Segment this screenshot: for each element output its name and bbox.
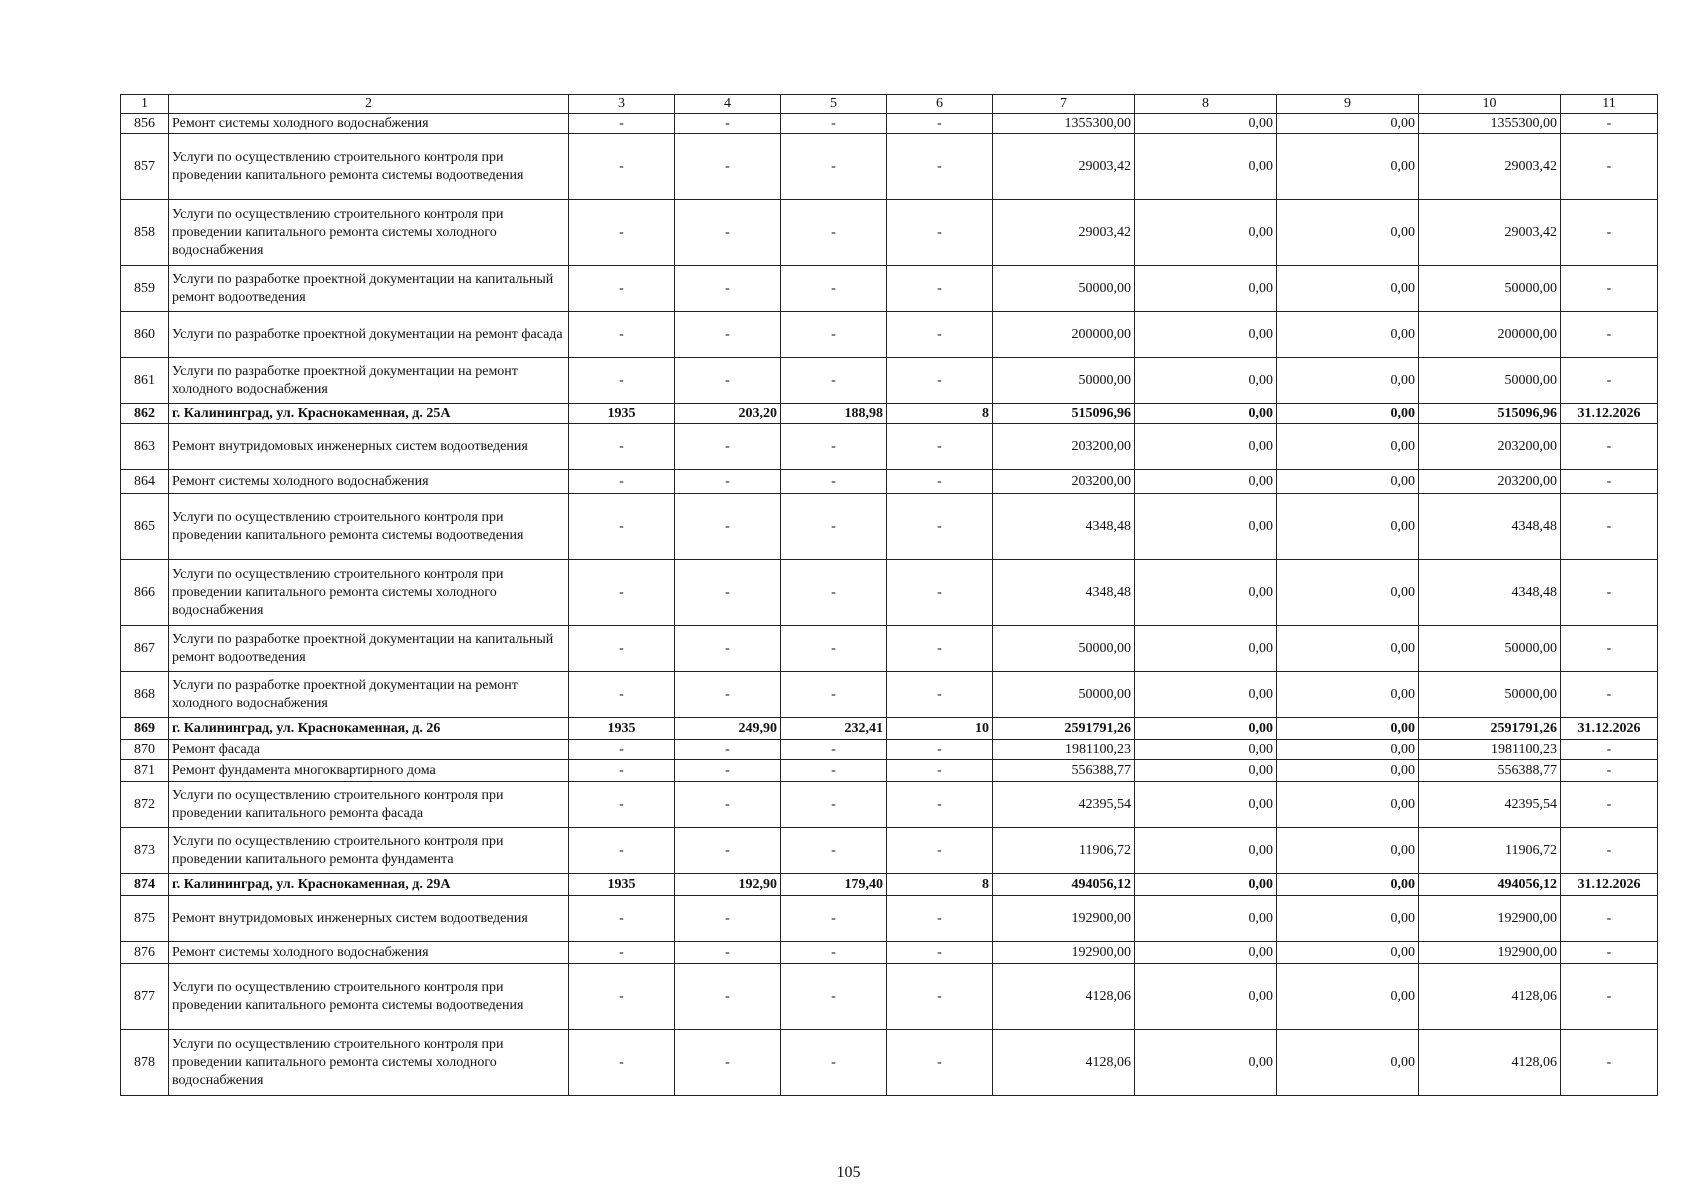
total-area-cell: - <box>675 134 781 200</box>
total-area-cell: - <box>675 626 781 672</box>
work-name-cell: Услуги по осуществлению строительного контроля при проведении капитального ремонта системы водоотведения <box>169 964 569 1030</box>
total-area-cell: - <box>675 560 781 626</box>
cost-col9-cell: 0,00 <box>1277 560 1419 626</box>
cost-col9-cell: 0,00 <box>1277 896 1419 942</box>
total-cost-cell: 11906,72 <box>993 828 1135 874</box>
residents-cell: - <box>887 626 993 672</box>
deadline-cell: - <box>1561 828 1658 874</box>
owners-funds-cell: 50000,00 <box>1419 626 1561 672</box>
address-row <box>121 718 1658 740</box>
table-row <box>121 114 1658 134</box>
row-number-cell: 864 <box>121 470 169 494</box>
cost-col9-cell: 0,00 <box>1277 740 1419 760</box>
residents-cell: - <box>887 358 993 404</box>
header-cell: 1 <box>121 95 169 114</box>
row-number-cell: 869 <box>121 718 169 740</box>
work-name-cell: Услуги по осуществлению строительного контроля при проведении капитального ремонта фасада <box>169 782 569 828</box>
residential-area-cell: - <box>781 470 887 494</box>
deadline-cell: - <box>1561 266 1658 312</box>
year-cell: - <box>569 494 675 560</box>
cost-col9-cell: 0,00 <box>1277 266 1419 312</box>
residential-area-cell: - <box>781 672 887 718</box>
table-row <box>121 964 1658 1030</box>
residents-cell: - <box>887 740 993 760</box>
owners-funds-cell: 200000,00 <box>1419 312 1561 358</box>
header-cell: 6 <box>887 95 993 114</box>
total-cost-cell: 4128,06 <box>993 964 1135 1030</box>
total-area-cell: - <box>675 494 781 560</box>
residents-cell: - <box>887 896 993 942</box>
residents-cell: - <box>887 470 993 494</box>
row-number-cell: 859 <box>121 266 169 312</box>
deadline-cell: - <box>1561 782 1658 828</box>
residents-cell: 8 <box>887 404 993 424</box>
work-name-cell: Ремонт фасада <box>169 740 569 760</box>
year-cell: - <box>569 560 675 626</box>
total-area-cell: - <box>675 470 781 494</box>
residential-area-cell: - <box>781 782 887 828</box>
year-cell: - <box>569 424 675 470</box>
row-number-cell: 877 <box>121 964 169 1030</box>
row-number-cell: 858 <box>121 200 169 266</box>
deadline-cell: - <box>1561 312 1658 358</box>
year-cell: 1935 <box>569 718 675 740</box>
residents-cell: - <box>887 200 993 266</box>
cost-col8-cell: 0,00 <box>1135 782 1277 828</box>
owners-funds-cell: 1355300,00 <box>1419 114 1561 134</box>
deadline-cell: 31.12.2026 <box>1561 404 1658 424</box>
work-name-cell: Услуги по осуществлению строительного контроля при проведении капитального ремонта системы холодного водоснабжения <box>169 200 569 266</box>
owners-funds-cell: 1981100,23 <box>1419 740 1561 760</box>
work-name-cell: Услуги по разработке проектной документации на капитальный ремонт водоотведения <box>169 266 569 312</box>
cost-col8-cell: 0,00 <box>1135 896 1277 942</box>
cost-col9-cell: 0,00 <box>1277 200 1419 266</box>
cost-col8-cell: 0,00 <box>1135 312 1277 358</box>
document-sheet <box>120 94 1657 1096</box>
work-name-cell: Услуги по разработке проектной документации на ремонт холодного водоснабжения <box>169 672 569 718</box>
deadline-cell: - <box>1561 424 1658 470</box>
deadline-cell: - <box>1561 560 1658 626</box>
work-name-cell: Услуги по разработке проектной документации на ремонт фасада <box>169 312 569 358</box>
table-row <box>121 626 1658 672</box>
total-area-cell: - <box>675 964 781 1030</box>
owners-funds-cell: 556388,77 <box>1419 760 1561 782</box>
work-name-cell: г. Калининград, ул. Краснокаменная, д. 25А <box>169 404 569 424</box>
owners-funds-cell: 192900,00 <box>1419 896 1561 942</box>
residential-area-cell: - <box>781 312 887 358</box>
residents-cell: - <box>887 494 993 560</box>
residents-cell: - <box>887 782 993 828</box>
owners-funds-cell: 29003,42 <box>1419 134 1561 200</box>
residents-cell: - <box>887 964 993 1030</box>
table-row <box>121 740 1658 760</box>
total-cost-cell: 50000,00 <box>993 358 1135 404</box>
header-cell: 5 <box>781 95 887 114</box>
cost-col9-cell: 0,00 <box>1277 470 1419 494</box>
row-number-cell: 873 <box>121 828 169 874</box>
owners-funds-cell: 50000,00 <box>1419 266 1561 312</box>
deadline-cell: 31.12.2026 <box>1561 874 1658 896</box>
work-name-cell: Ремонт внутридомовых инженерных систем водоотведения <box>169 424 569 470</box>
owners-funds-cell: 192900,00 <box>1419 942 1561 964</box>
residential-area-cell: - <box>781 134 887 200</box>
header-cell: 4 <box>675 95 781 114</box>
total-area-cell: - <box>675 1030 781 1096</box>
total-area-cell: - <box>675 358 781 404</box>
year-cell: - <box>569 782 675 828</box>
total-cost-cell: 192900,00 <box>993 896 1135 942</box>
owners-funds-cell: 4348,48 <box>1419 560 1561 626</box>
total-cost-cell: 29003,42 <box>993 134 1135 200</box>
cost-col9-cell: 0,00 <box>1277 312 1419 358</box>
cost-col9-cell: 0,00 <box>1277 718 1419 740</box>
header-cell: 7 <box>993 95 1135 114</box>
cost-col9-cell: 0,00 <box>1277 494 1419 560</box>
total-cost-cell: 192900,00 <box>993 942 1135 964</box>
residential-area-cell: - <box>781 740 887 760</box>
total-area-cell: - <box>675 942 781 964</box>
row-number-cell: 872 <box>121 782 169 828</box>
year-cell: - <box>569 672 675 718</box>
cost-col8-cell: 0,00 <box>1135 424 1277 470</box>
owners-funds-cell: 4348,48 <box>1419 494 1561 560</box>
total-area-cell: - <box>675 672 781 718</box>
work-name-cell: г. Калининград, ул. Краснокаменная, д. 29А <box>169 874 569 896</box>
total-cost-cell: 4128,06 <box>993 1030 1135 1096</box>
deadline-cell: 31.12.2026 <box>1561 718 1658 740</box>
residents-cell: - <box>887 672 993 718</box>
total-area-cell: - <box>675 424 781 470</box>
residential-area-cell: - <box>781 828 887 874</box>
cost-col8-cell: 0,00 <box>1135 358 1277 404</box>
residential-area-cell: - <box>781 896 887 942</box>
year-cell: - <box>569 740 675 760</box>
year-cell: - <box>569 760 675 782</box>
cost-col9-cell: 0,00 <box>1277 424 1419 470</box>
cost-col8-cell: 0,00 <box>1135 740 1277 760</box>
owners-funds-cell: 42395,54 <box>1419 782 1561 828</box>
year-cell: - <box>569 358 675 404</box>
table-row <box>121 312 1658 358</box>
total-cost-cell: 494056,12 <box>993 874 1135 896</box>
residential-area-cell: - <box>781 560 887 626</box>
row-number-cell: 868 <box>121 672 169 718</box>
total-cost-cell: 50000,00 <box>993 266 1135 312</box>
residential-area-cell: 232,41 <box>781 718 887 740</box>
residential-area-cell: - <box>781 964 887 1030</box>
year-cell: - <box>569 942 675 964</box>
deadline-cell: - <box>1561 760 1658 782</box>
deadline-cell: - <box>1561 626 1658 672</box>
residents-cell: - <box>887 266 993 312</box>
owners-funds-cell: 515096,96 <box>1419 404 1561 424</box>
total-cost-cell: 4348,48 <box>993 560 1135 626</box>
cost-col8-cell: 0,00 <box>1135 874 1277 896</box>
total-area-cell: 203,20 <box>675 404 781 424</box>
cost-col9-cell: 0,00 <box>1277 672 1419 718</box>
row-number-cell: 867 <box>121 626 169 672</box>
residential-area-cell: 188,98 <box>781 404 887 424</box>
deadline-cell: - <box>1561 1030 1658 1096</box>
header-cell: 2 <box>169 95 569 114</box>
cost-col8-cell: 0,00 <box>1135 494 1277 560</box>
cost-col9-cell: 0,00 <box>1277 828 1419 874</box>
row-number-cell: 870 <box>121 740 169 760</box>
deadline-cell: - <box>1561 134 1658 200</box>
row-number-cell: 878 <box>121 1030 169 1096</box>
total-area-cell: - <box>675 266 781 312</box>
work-name-cell: Ремонт внутридомовых инженерных систем водоотведения <box>169 896 569 942</box>
row-number-cell: 862 <box>121 404 169 424</box>
owners-funds-cell: 203200,00 <box>1419 424 1561 470</box>
address-row <box>121 404 1658 424</box>
row-number-cell: 865 <box>121 494 169 560</box>
owners-funds-cell: 50000,00 <box>1419 358 1561 404</box>
total-cost-cell: 200000,00 <box>993 312 1135 358</box>
work-name-cell: Услуги по осуществлению строительного контроля при проведении капитального ремонта фундамента <box>169 828 569 874</box>
deadline-cell: - <box>1561 942 1658 964</box>
residential-area-cell: - <box>781 358 887 404</box>
cost-col8-cell: 0,00 <box>1135 404 1277 424</box>
table-row <box>121 672 1658 718</box>
cost-col9-cell: 0,00 <box>1277 134 1419 200</box>
total-area-cell: - <box>675 896 781 942</box>
owners-funds-cell: 29003,42 <box>1419 200 1561 266</box>
residential-area-cell: - <box>781 626 887 672</box>
table-row <box>121 560 1658 626</box>
total-area-cell: - <box>675 200 781 266</box>
cost-col8-cell: 0,00 <box>1135 626 1277 672</box>
residential-area-cell: - <box>781 114 887 134</box>
cost-col8-cell: 0,00 <box>1135 718 1277 740</box>
total-area-cell: - <box>675 828 781 874</box>
year-cell: - <box>569 828 675 874</box>
row-number-cell: 860 <box>121 312 169 358</box>
table-row <box>121 200 1658 266</box>
deadline-cell: - <box>1561 470 1658 494</box>
year-cell: - <box>569 1030 675 1096</box>
row-number-cell: 857 <box>121 134 169 200</box>
total-area-cell: - <box>675 740 781 760</box>
table-row <box>121 494 1658 560</box>
page-number: 105 <box>836 1164 861 1181</box>
table-row <box>121 134 1658 200</box>
residential-area-cell: - <box>781 424 887 470</box>
cost-col9-cell: 0,00 <box>1277 114 1419 134</box>
residential-area-cell: - <box>781 494 887 560</box>
year-cell: - <box>569 134 675 200</box>
residential-area-cell: 179,40 <box>781 874 887 896</box>
total-area-cell: - <box>675 760 781 782</box>
owners-funds-cell: 11906,72 <box>1419 828 1561 874</box>
cost-col8-cell: 0,00 <box>1135 760 1277 782</box>
owners-funds-cell: 50000,00 <box>1419 672 1561 718</box>
residents-cell: - <box>887 560 993 626</box>
work-name-cell: Услуги по осуществлению строительного контроля при проведении капитального ремонта системы водоотведения <box>169 494 569 560</box>
row-number-cell: 861 <box>121 358 169 404</box>
cost-col8-cell: 0,00 <box>1135 942 1277 964</box>
row-number-cell: 856 <box>121 114 169 134</box>
cost-col8-cell: 0,00 <box>1135 672 1277 718</box>
work-name-cell: Услуги по разработке проектной документации на ремонт холодного водоснабжения <box>169 358 569 404</box>
owners-funds-cell: 494056,12 <box>1419 874 1561 896</box>
total-cost-cell: 50000,00 <box>993 672 1135 718</box>
residents-cell: - <box>887 424 993 470</box>
total-cost-cell: 2591791,26 <box>993 718 1135 740</box>
year-cell: - <box>569 114 675 134</box>
total-area-cell: - <box>675 114 781 134</box>
year-cell: 1935 <box>569 404 675 424</box>
table-row <box>121 828 1658 874</box>
residential-area-cell: - <box>781 200 887 266</box>
row-number-cell: 874 <box>121 874 169 896</box>
cost-col9-cell: 0,00 <box>1277 760 1419 782</box>
work-name-cell: г. Калининград, ул. Краснокаменная, д. 26 <box>169 718 569 740</box>
table-row <box>121 424 1658 470</box>
cost-col8-cell: 0,00 <box>1135 470 1277 494</box>
table-row <box>121 942 1658 964</box>
owners-funds-cell: 4128,06 <box>1419 964 1561 1030</box>
row-number-cell: 875 <box>121 896 169 942</box>
cost-col8-cell: 0,00 <box>1135 964 1277 1030</box>
work-name-cell: Ремонт фундамента многоквартирного дома <box>169 760 569 782</box>
cost-col9-cell: 0,00 <box>1277 964 1419 1030</box>
year-cell: - <box>569 626 675 672</box>
cost-col9-cell: 0,00 <box>1277 874 1419 896</box>
work-name-cell: Ремонт системы холодного водоснабжения <box>169 114 569 134</box>
total-cost-cell: 203200,00 <box>993 470 1135 494</box>
deadline-cell: - <box>1561 358 1658 404</box>
residents-cell: 10 <box>887 718 993 740</box>
header-cell: 3 <box>569 95 675 114</box>
residents-cell: - <box>887 134 993 200</box>
work-name-cell: Услуги по разработке проектной документации на капитальный ремонт водоотведения <box>169 626 569 672</box>
cost-col9-cell: 0,00 <box>1277 626 1419 672</box>
residents-cell: 8 <box>887 874 993 896</box>
residents-cell: - <box>887 760 993 782</box>
deadline-cell: - <box>1561 200 1658 266</box>
residential-area-cell: - <box>781 760 887 782</box>
work-name-cell: Ремонт системы холодного водоснабжения <box>169 942 569 964</box>
deadline-cell: - <box>1561 672 1658 718</box>
row-number-cell: 876 <box>121 942 169 964</box>
address-row <box>121 874 1658 896</box>
row-number-cell: 863 <box>121 424 169 470</box>
work-name-cell: Услуги по осуществлению строительного контроля при проведении капитального ремонта системы холодного водоснабжения <box>169 560 569 626</box>
cost-col8-cell: 0,00 <box>1135 1030 1277 1096</box>
total-cost-cell: 50000,00 <box>993 626 1135 672</box>
year-cell: - <box>569 200 675 266</box>
work-name-cell: Услуги по осуществлению строительного контроля при проведении капитального ремонта системы водоотведения <box>169 134 569 200</box>
cost-col8-cell: 0,00 <box>1135 200 1277 266</box>
residents-cell: - <box>887 312 993 358</box>
cost-col9-cell: 0,00 <box>1277 1030 1419 1096</box>
repair-program-table <box>120 94 1658 1096</box>
total-cost-cell: 29003,42 <box>993 200 1135 266</box>
residential-area-cell: - <box>781 266 887 312</box>
owners-funds-cell: 4128,06 <box>1419 1030 1561 1096</box>
column-number-header <box>121 95 1658 114</box>
total-area-cell: - <box>675 782 781 828</box>
year-cell: 1935 <box>569 874 675 896</box>
deadline-cell: - <box>1561 964 1658 1030</box>
year-cell: - <box>569 470 675 494</box>
cost-col8-cell: 0,00 <box>1135 828 1277 874</box>
cost-col9-cell: 0,00 <box>1277 358 1419 404</box>
total-cost-cell: 556388,77 <box>993 760 1135 782</box>
table-row <box>121 782 1658 828</box>
residents-cell: - <box>887 942 993 964</box>
year-cell: - <box>569 266 675 312</box>
total-cost-cell: 42395,54 <box>993 782 1135 828</box>
table-row <box>121 266 1658 312</box>
work-name-cell: Ремонт системы холодного водоснабжения <box>169 470 569 494</box>
total-area-cell: 192,90 <box>675 874 781 896</box>
header-cell: 11 <box>1561 95 1658 114</box>
table-row <box>121 470 1658 494</box>
table-row <box>121 358 1658 404</box>
deadline-cell: - <box>1561 494 1658 560</box>
residents-cell: - <box>887 1030 993 1096</box>
owners-funds-cell: 2591791,26 <box>1419 718 1561 740</box>
total-area-cell: 249,90 <box>675 718 781 740</box>
row-number-cell: 866 <box>121 560 169 626</box>
total-area-cell: - <box>675 312 781 358</box>
owners-funds-cell: 203200,00 <box>1419 470 1561 494</box>
row-number-cell: 871 <box>121 760 169 782</box>
table-row <box>121 760 1658 782</box>
cost-col8-cell: 0,00 <box>1135 134 1277 200</box>
header-cell: 10 <box>1419 95 1561 114</box>
cost-col9-cell: 0,00 <box>1277 942 1419 964</box>
year-cell: - <box>569 312 675 358</box>
cost-col9-cell: 0,00 <box>1277 782 1419 828</box>
deadline-cell: - <box>1561 896 1658 942</box>
table-row <box>121 1030 1658 1096</box>
cost-col8-cell: 0,00 <box>1135 114 1277 134</box>
table-row <box>121 896 1658 942</box>
year-cell: - <box>569 896 675 942</box>
year-cell: - <box>569 964 675 1030</box>
residents-cell: - <box>887 828 993 874</box>
residential-area-cell: - <box>781 1030 887 1096</box>
deadline-cell: - <box>1561 740 1658 760</box>
deadline-cell: - <box>1561 114 1658 134</box>
header-cell: 9 <box>1277 95 1419 114</box>
residents-cell: - <box>887 114 993 134</box>
work-name-cell: Услуги по осуществлению строительного контроля при проведении капитального ремонта системы холодного водоснабжения <box>169 1030 569 1096</box>
total-cost-cell: 515096,96 <box>993 404 1135 424</box>
total-cost-cell: 1355300,00 <box>993 114 1135 134</box>
cost-col8-cell: 0,00 <box>1135 266 1277 312</box>
total-cost-cell: 203200,00 <box>993 424 1135 470</box>
cost-col9-cell: 0,00 <box>1277 404 1419 424</box>
cost-col8-cell: 0,00 <box>1135 560 1277 626</box>
residential-area-cell: - <box>781 942 887 964</box>
total-cost-cell: 4348,48 <box>993 494 1135 560</box>
total-cost-cell: 1981100,23 <box>993 740 1135 760</box>
header-cell: 8 <box>1135 95 1277 114</box>
